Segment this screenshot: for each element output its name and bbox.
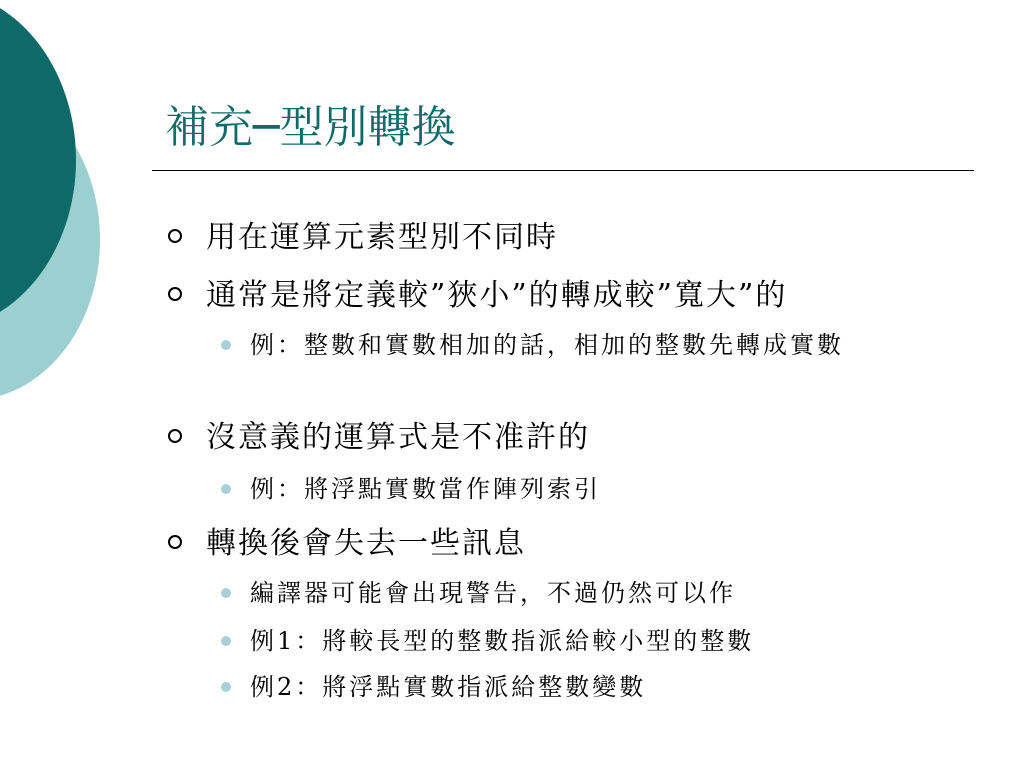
sub-bullet-text: 例：整數和實數相加的話，相加的整數先轉成實數 [250, 331, 844, 359]
dot-bullet-icon [221, 636, 231, 646]
sub-bullet-item [250, 670, 646, 704]
sub-bullet-text: 編譯器可能會出現警告，不過仍然可以作 [250, 579, 736, 607]
bullet-item [206, 218, 558, 258]
hollow-bullet-icon [168, 535, 182, 549]
dot-bullet-icon [221, 682, 231, 692]
dot-bullet-icon [221, 484, 231, 494]
dot-bullet-icon [221, 340, 231, 350]
sub-bullet-item [250, 576, 736, 610]
hollow-bullet-icon [168, 429, 182, 443]
bullet-text: 轉換後會失去一些訊息 [206, 526, 526, 561]
sub-bullet-item [250, 472, 601, 506]
bullet-item [206, 276, 787, 316]
bullet-text: 通常是將定義較”狹小”的轉成較”寬大”的 [206, 278, 788, 313]
bullet-text: 用在運算元素型別不同時 [206, 220, 558, 255]
sub-bullet-text: 例1：將較長型的整數指派給較小型的整數 [250, 627, 755, 655]
dot-bullet-icon [221, 588, 231, 598]
bullet-item [206, 418, 590, 458]
sub-bullet-item [250, 328, 930, 362]
slide-title: 補充─型別轉換 [165, 102, 456, 153]
hollow-bullet-icon [168, 229, 182, 243]
sub-bullet-text: 例：將浮點實數當作陣列索引 [250, 475, 601, 503]
sub-bullet-text: 例2：將浮點實數指派給整數變數 [250, 673, 647, 701]
bullet-item [206, 524, 526, 564]
hollow-bullet-icon [168, 287, 182, 301]
sub-bullet-item [250, 624, 754, 658]
bullet-text: 沒意義的運算式是不准許的 [206, 420, 590, 455]
